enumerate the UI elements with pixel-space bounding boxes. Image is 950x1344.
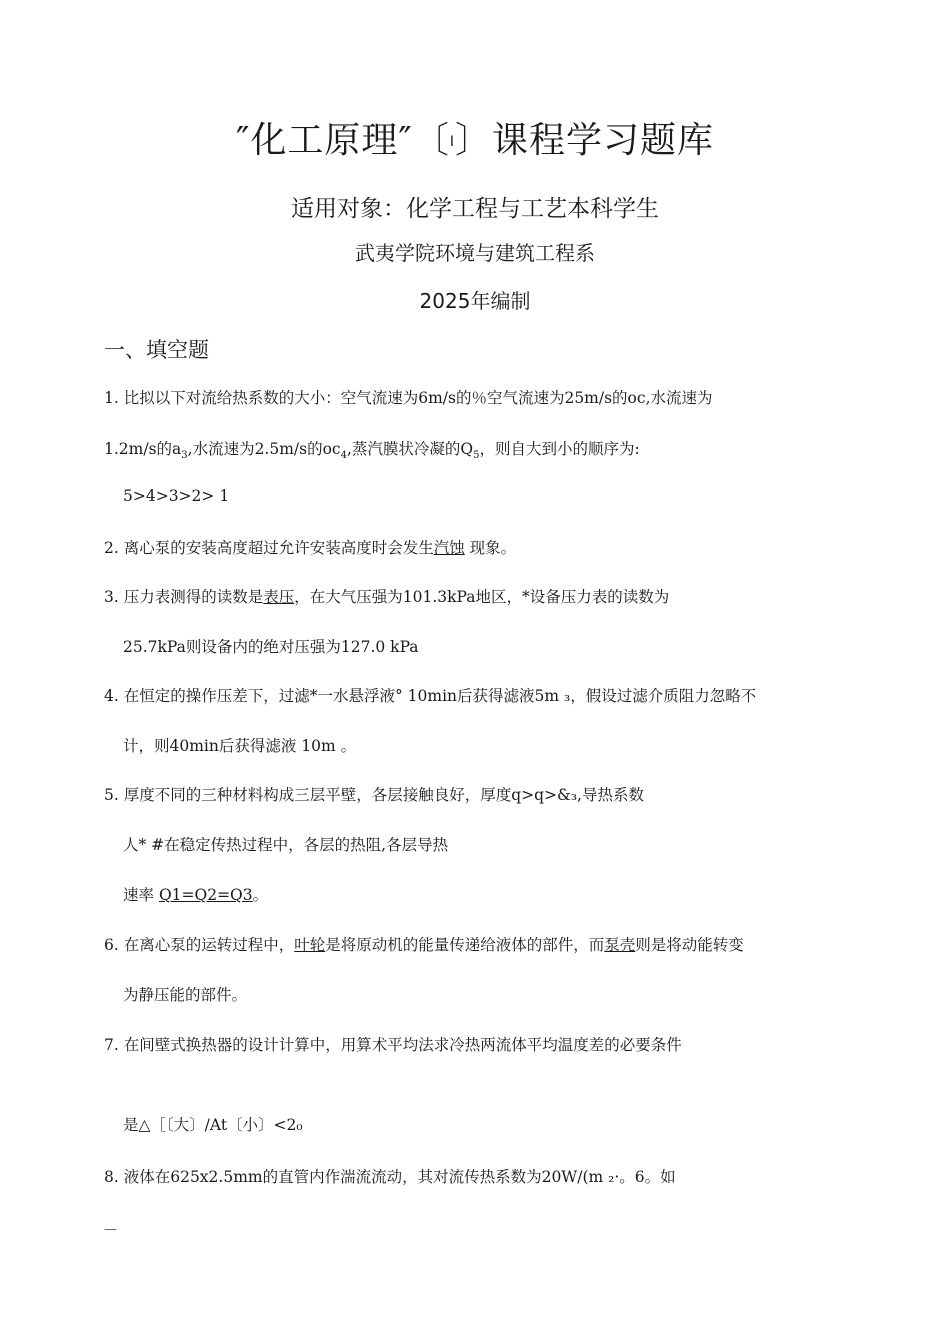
q6-text-mid: 是将原动机的能量传递给液体的部件，而: [325, 936, 605, 954]
question-7-line-2: 是△［〔大〕/At〔小〕<2₀: [123, 1116, 303, 1134]
q5-text: 速率: [123, 886, 159, 904]
q2-answer: 汽蚀: [433, 539, 465, 557]
title-main: ″化工原理″〔: [235, 120, 450, 161]
q1-text-b: ,水流速为2.5m/s的oc: [187, 440, 341, 458]
question-7-line-1: 7. 在间壁式换热器的设计计算中，用算术平均法求冷热两流体平均温度差的必要条件: [104, 1036, 682, 1054]
question-1-line-2: [104, 437, 640, 461]
q5-text-end: 。: [252, 886, 269, 904]
question-8-line-1: 8. 液体在625x2.5mm的直管内作湍流流动，其对流传热系数为20W/(m ₂·。6。如: [104, 1168, 676, 1186]
year-subtitle: 2025年编制: [419, 289, 531, 313]
q3-answer: 表压: [263, 588, 295, 606]
audience-subtitle: 适用对象：化学工程与工艺本科学生: [291, 196, 659, 222]
q3-text-end: ，在大气压强为101.3kPa地区，*设备压力表的读数为: [294, 588, 670, 606]
title-end: 〕课程学习题库: [455, 120, 715, 161]
question-4-line-2: 计，则40min后获得滤液 10m 。: [123, 737, 357, 755]
q6-answer-1: 叶轮: [294, 936, 326, 954]
q1-text-a: 1.2m/s的a: [104, 440, 182, 458]
q6-text: 6. 在离心泵的运转过程中，: [104, 936, 295, 954]
q6-answer-2: 泵壳: [604, 936, 636, 954]
question-1-line-1: 1. 比拟以下对流给热系数的大小：空气流速为6m/s的％空气流速为25m/s的oc,水流速为: [104, 389, 713, 407]
question-2: [104, 536, 516, 558]
q2-text: 2. 离心泵的安装高度超过允许安装高度时会发生: [104, 539, 434, 557]
q5-answer: Q1=Q2=Q3: [158, 886, 253, 904]
page-footer-mark: —: [104, 1222, 117, 1237]
question-5-line-3: [123, 883, 268, 905]
question-1-answer: 5>4>3>2> 1: [123, 487, 230, 505]
q1-sub-2: 4: [340, 450, 347, 462]
q6-text-end: 则是将动能转变: [635, 936, 744, 954]
question-3-line-1: [104, 585, 669, 607]
question-3-line-2: 25.7kPa则设备内的绝对压强为127.0 kPa: [123, 638, 419, 656]
question-6-line-1: [104, 933, 744, 955]
question-5-line-2: 人* #在稳定传热过程中，各层的热阻,各层导热: [123, 836, 449, 854]
q1-sub-1: 3: [181, 450, 188, 462]
title-roman: I: [449, 134, 456, 150]
q3-text: 3. 压力表测得的读数是: [104, 588, 264, 606]
q1-text-c: ,蒸汽膜状冷凝的Q: [346, 440, 474, 458]
question-5-line-1: 5. 厚度不同的三种材料构成三层平壁，各层接触良好，厚度q>q>&₃,导热系数: [104, 786, 644, 804]
document-title: [0, 112, 950, 163]
question-6-line-2: 为静压能的部件。: [123, 986, 248, 1004]
question-4-line-1: 4. 在恒定的操作压差下，过滤*一水悬浮液° 10min后获得滤液5m ₃，假设过滤介质阻力忽略不: [104, 687, 757, 705]
q1-text-d: ，则自大到小的顺序为:: [479, 440, 640, 458]
section-heading: 一、填空题: [104, 338, 209, 362]
department-subtitle: 武夷学院环境与建筑工程系: [355, 241, 595, 265]
q2-text-end: 现象。: [464, 539, 517, 557]
q1-sub-3: 5: [473, 450, 480, 462]
